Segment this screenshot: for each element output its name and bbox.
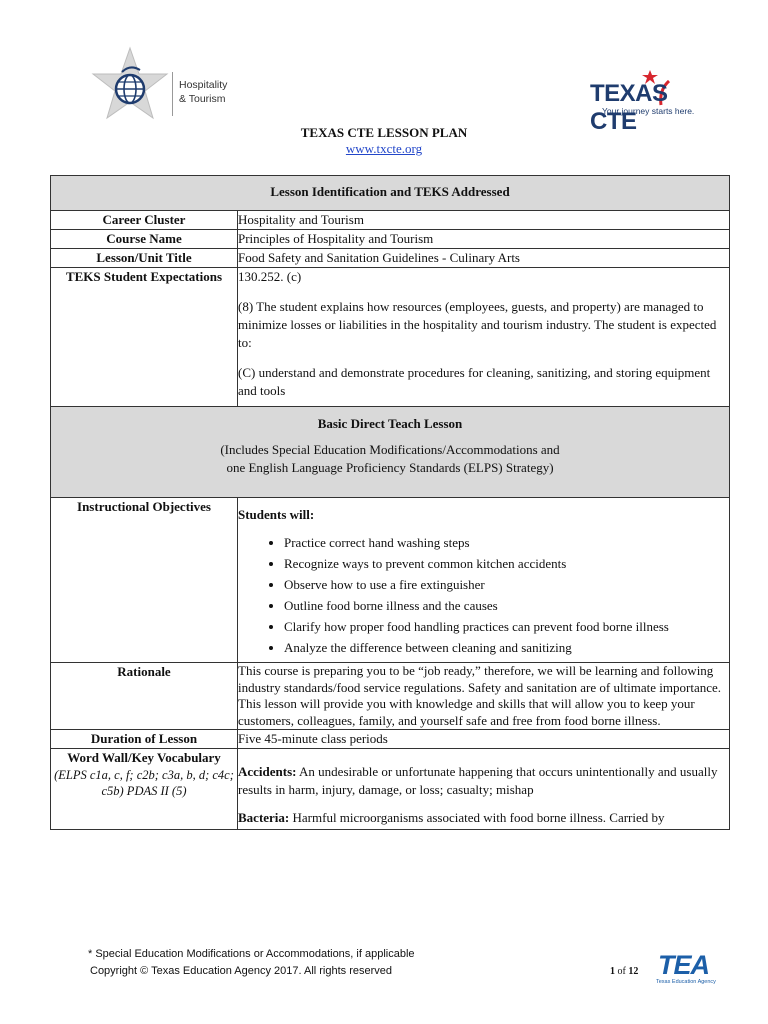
texas-cte-logo [590,70,720,135]
teks-code: 130.252. (c) [238,269,302,284]
website-link[interactable]: www.txcte.org [345,141,423,156]
row-value-career-cluster: Hospitality and Tourism [238,211,730,230]
list-item: • Observe how to use a fire extinguisher [284,576,729,594]
list-item: • Recognize ways to prevent common kitchen accidents [284,555,729,573]
table-row [51,498,730,663]
section-2-banner [51,407,729,497]
row-value-lesson-title: Food Safety and Sanitation Guidelines - Culinary Arts [238,249,730,268]
table-row [51,249,730,268]
row-label-lesson-title: Lesson/Unit Title [51,249,238,268]
row-label-career-cluster: Career Cluster [51,211,238,230]
list-item: • Practice correct hand washing steps [284,534,729,552]
row-label-teks: TEKS Student Expectations [51,268,238,407]
page-current: 1 [610,966,615,977]
tea-subtitle: Texas Education Agency [656,979,716,985]
list-item: • Analyze the difference between cleaning and sanitizing [284,639,729,657]
vocab-entry [238,809,729,827]
row-label-rationale: Rationale [51,663,238,730]
row-value-course-name: Principles of Hospitality and Tourism [238,230,730,249]
table-row [51,211,730,230]
table-row [51,749,730,830]
section-1-title: Lesson Identification and TEKS Addressed [270,184,510,199]
teks-paragraph: (C) understand and demonstrate procedures for cleaning, sanitizing, and storing equipment and tools [238,365,711,398]
footer-note: * Special Education Modifications or Accommodations, if applicable [88,948,415,960]
page-number [610,966,638,977]
row-label-vocabulary [51,749,238,830]
table-row [51,268,730,407]
teks-paragraph: (8) The student explains how resources (employees, guests, and property) are managed to minimize losses or liabilities in the hospitality and tourism industry. The student is expected to: [238,299,717,350]
vocab-definition: Harmful microorganisms associated with food borne illness. Carried by [289,810,665,825]
page-total: 12 [628,966,639,977]
row-label-objectives: Instructional Objectives [51,498,238,663]
row-value-teks [238,268,730,407]
tea-logo [654,950,720,990]
section-header-row [51,176,730,211]
vocab-definition: An undesirable or unfortunate happening that occurs unintentionally and usually results in harm, injury, damage, or loss; casualty; mishap [238,764,718,797]
texas-word: TEXAS [590,80,668,107]
logo-divider [172,72,173,116]
logo-line-2: & Tourism [179,93,226,105]
list-item: • Outline food borne illness and the causes [284,597,729,615]
section-2-title: Basic Direct Teach Lesson [317,416,463,431]
star-globe-icon [90,46,180,126]
vocab-label: Word Wall/Key Vocabulary [67,750,221,765]
row-value-rationale: This course is preparing you to be “job ready,” therefore, we will be learning and following industry standards/food service regulations. Safety and sanitation are of ultimate importance. This lesson will provide you with knowledge and skills that will allow you to keep your customers, colleagues, family, and yourself safe and free from food borne illness. [238,663,730,730]
vocab-term: Accidents: [238,764,297,779]
logo-text [179,78,227,106]
vocab-term: Bacteria: [238,810,290,825]
logo-tagline: Your journey starts here. [602,106,695,116]
tea-wordmark: TEA [658,950,709,980]
students-will-heading: Students will: [238,507,315,522]
section-2-line-1: (Includes Special Education Modifications/Accommodations and [220,442,560,457]
table-row [51,730,730,749]
list-item: • Clarify how proper food handling practices can prevent food borne illness [284,618,729,636]
table-row [51,230,730,249]
vocab-entry [238,763,729,799]
row-value-vocabulary [238,749,730,830]
row-value-objectives [238,498,730,663]
section-header-row [51,407,730,498]
row-label-course-name: Course Name [51,230,238,249]
page-of: of [617,966,626,977]
cte-word: CTE [590,108,637,135]
objectives-list [238,534,729,657]
row-value-duration: Five 45-minute class periods [238,730,730,749]
row-label-duration: Duration of Lesson [51,730,238,749]
logo-line-1: Hospitality [179,79,228,91]
footer-copyright: Copyright © Texas Education Agency 2017. All rights reserved [90,965,393,977]
document-title: TEXAS CTE LESSON PLAN [300,125,468,140]
table-row [51,663,730,730]
section-2-line-2: one English Language Proficiency Standards (ELPS) Strategy) [226,460,554,475]
vocab-sublabel: (ELPS c1a, c, f; c2b; c3a, b, d; c4c; c5b) PDAS II (5) [54,768,234,798]
lesson-plan-table [50,175,730,830]
